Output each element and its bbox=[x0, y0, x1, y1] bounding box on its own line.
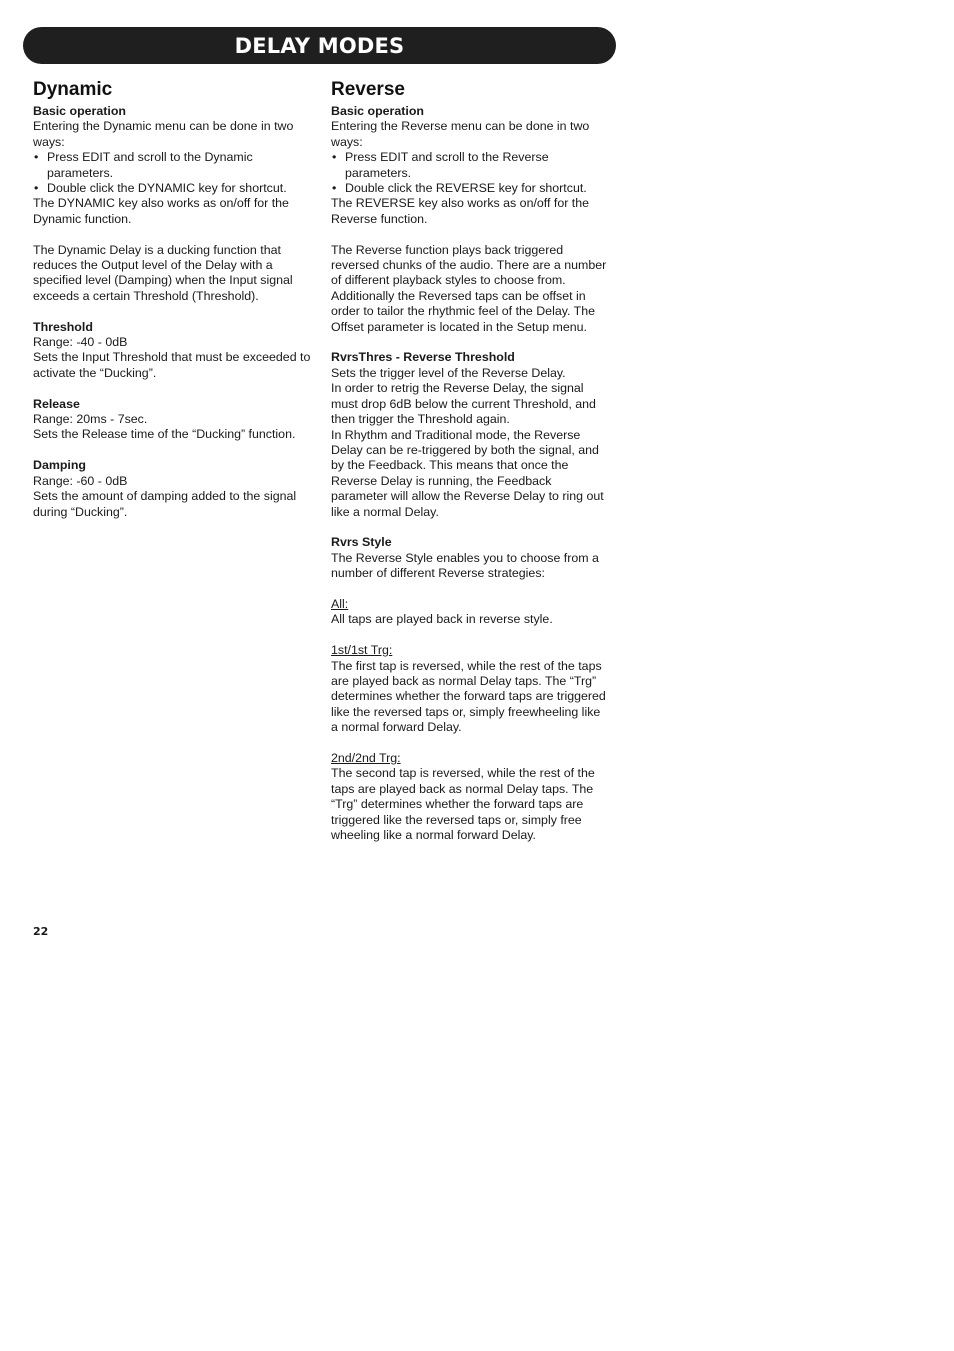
list-item: • Double click the DYNAMIC key for shortcut. bbox=[33, 181, 311, 196]
reverse-key-note: The REVERSE key also works as on/off for the Reverse function. bbox=[331, 196, 590, 226]
page-title: DELAY MODES bbox=[234, 33, 405, 58]
style-second-text: The second tap is reversed, while the rest of the taps are played back as normal Delay taps. The “Trg” determines whether the forward taps are triggered like the reversed taps or, simply free wheeling like a normal forward Delay. bbox=[331, 766, 595, 842]
dynamic-title: Dynamic bbox=[33, 79, 113, 100]
dynamic-basic-intro: Entering the Dynamic menu can be done in two ways: bbox=[33, 119, 294, 149]
rvrs-style-heading: Rvrs Style bbox=[331, 535, 392, 550]
rvrsthres-text-2: In order to retrig the Reverse Delay, the signal must drop 6dB below the current Threshold, and then trigger the Threshold again. bbox=[331, 381, 596, 427]
reverse-bullet-list bbox=[331, 150, 609, 196]
threshold-heading: Threshold bbox=[33, 319, 93, 334]
dynamic-basic-heading: Basic operation bbox=[33, 104, 126, 118]
threshold-text: Sets the Input Threshold that must be exceeded to activate the “Ducking”. bbox=[33, 350, 311, 380]
dynamic-description: The Dynamic Delay is a ducking function that reduces the Output level of the Delay with a specified level (Damping) when the Input signal exceeds a certain Threshold (Threshold). bbox=[33, 242, 293, 303]
style-first-text: The first tap is reversed, while the rest of the taps are played back as normal Delay taps. The “Trg” determines whether the forward taps are triggered like the reversed taps or, simply freewheeling like a normal forward Delay. bbox=[331, 658, 606, 735]
rvrs-style-intro: The Reverse Style enables you to choose from a number of different Reverse strategies: bbox=[331, 550, 599, 581]
release-text: Sets the Release time of the “Ducking” function. bbox=[33, 427, 296, 442]
damping-range: Range: -60 - 0dB bbox=[33, 473, 128, 488]
threshold-range: Range: -40 - 0dB bbox=[33, 335, 128, 350]
style-first-label: 1st/1st Trg: bbox=[331, 643, 393, 658]
list-item: • Press EDIT and scroll to the Dynamic parameters. bbox=[33, 150, 311, 181]
release-range: Range: 20ms - 7sec. bbox=[33, 412, 148, 427]
style-all-text: All taps are played back in reverse style. bbox=[331, 612, 553, 627]
reverse-column bbox=[331, 78, 609, 843]
reverse-description: The Reverse function plays back triggered reversed chunks of the audio. There are a number of different playback styles to choose from. Additionally the Reversed taps can be offset in order to tailor the rhythmic feel of the Delay. The Offset parameter is located in the Setup menu. bbox=[331, 242, 607, 334]
damping-heading: Damping bbox=[33, 458, 87, 473]
reverse-basic-heading: Basic operation bbox=[331, 104, 424, 118]
reverse-title: Reverse bbox=[331, 79, 405, 100]
damping-text: Sets the amount of damping added to the signal during “Ducking”. bbox=[33, 489, 297, 519]
style-all-label: All: bbox=[331, 596, 349, 611]
rvrsthres-text-1: Sets the trigger level of the Reverse Delay. bbox=[331, 365, 566, 380]
release-heading: Release bbox=[33, 396, 80, 411]
rvrsthres-heading: RvrsThres - Reverse Threshold bbox=[331, 350, 515, 365]
reverse-basic-intro: Entering the Reverse menu can be done in two ways: bbox=[331, 119, 590, 149]
page-number: 22 bbox=[33, 925, 49, 938]
dynamic-key-note: The DYNAMIC key also works as on/off for the Dynamic function. bbox=[33, 196, 289, 226]
section-header-banner bbox=[23, 27, 616, 64]
dynamic-bullet-list bbox=[33, 150, 311, 196]
dynamic-column bbox=[33, 78, 311, 520]
list-item: • Press EDIT and scroll to the Reverse parameters. bbox=[331, 150, 609, 181]
list-item: • Double click the REVERSE key for shortcut. bbox=[331, 181, 609, 196]
style-second-label: 2nd/2nd Trg: bbox=[331, 750, 401, 765]
rvrsthres-text-3: In Rhythm and Traditional mode, the Reverse Delay can be re-triggered by both the signal, and by the Feedback. This means that once the Reverse Delay is running, the Feedback parameter will allow the Reverse Delay to ring out like a normal Delay. bbox=[331, 427, 604, 519]
